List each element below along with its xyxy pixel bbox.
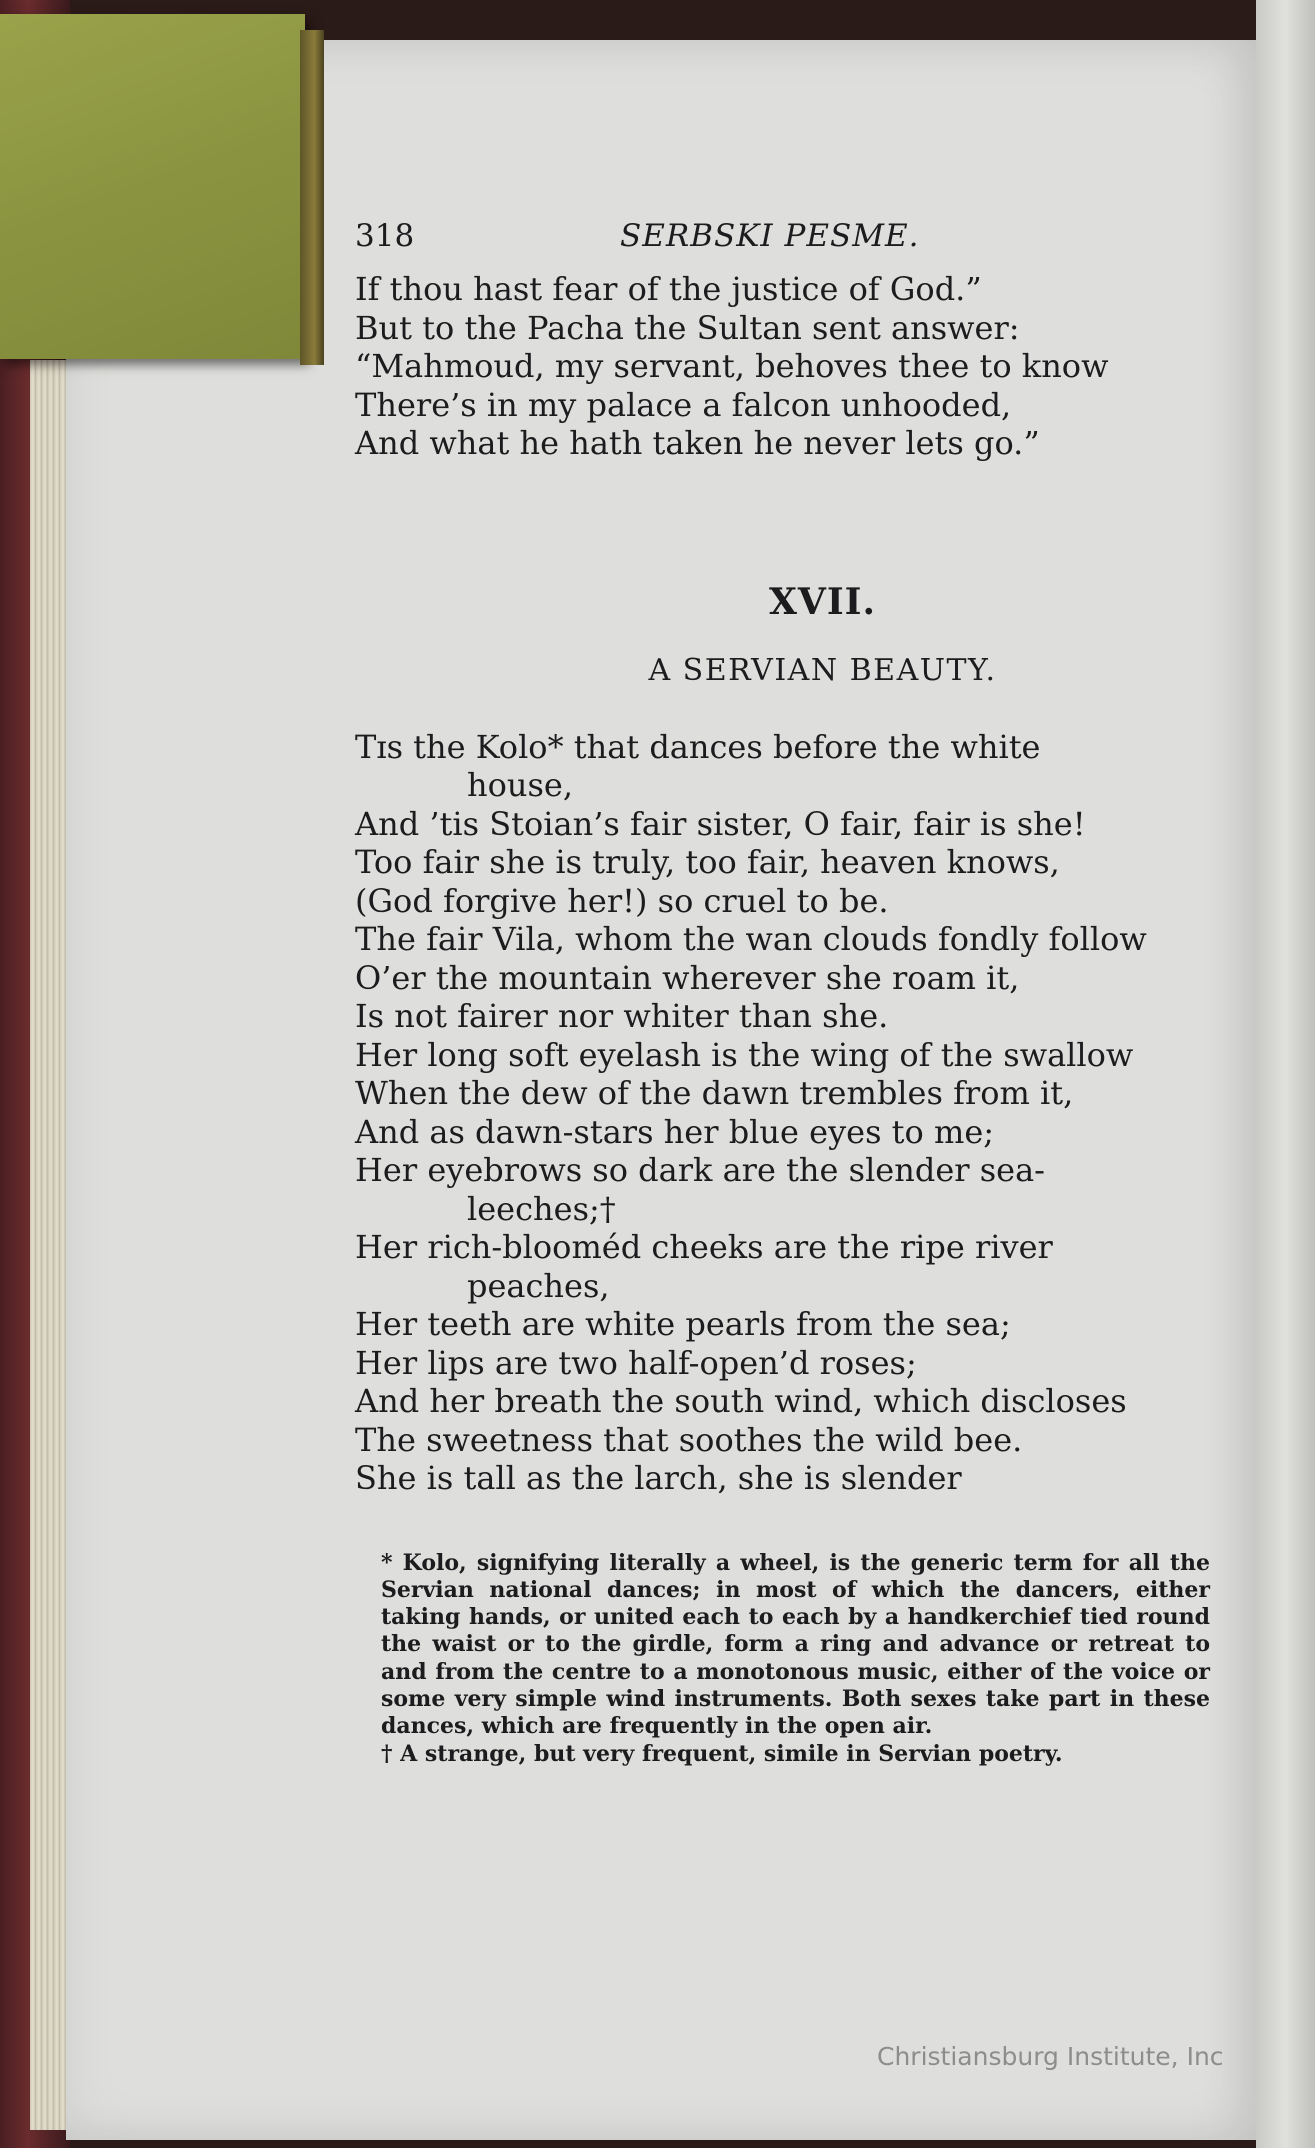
- poem-line: If thou hast fear of the justice of God.”: [355, 270, 982, 308]
- poem-line: Her long soft eyelash is the wing of the swallow: [355, 1035, 1134, 1074]
- poem-line: Her teeth are white pearls from the sea;: [355, 1305, 1011, 1343]
- poem-line: And as dawn-stars her blue eyes to me;: [355, 1112, 995, 1151]
- poem-title: A SERVIAN BEAUTY.: [648, 652, 997, 688]
- green-object: [0, 14, 305, 359]
- poem-line: Her eyebrows so dark are the slender sea-: [355, 1151, 1045, 1189]
- page-header: [355, 210, 1210, 260]
- poem-line: Her rich-blooméd cheeks are the ripe river: [355, 1228, 1053, 1266]
- poem-line: Tɪs the Kolo* that dances before the white: [355, 727, 1041, 766]
- poem-line: “Mahmoud, my servant, behoves thee to know: [355, 347, 1109, 385]
- poem-line: And her breath the south wind, which discloses: [355, 1382, 1127, 1420]
- poem-line: And what he hath taken he never lets go.”: [355, 424, 1040, 462]
- footnote-kolo: * Kolo, signifying literally a wheel, is the generic term for all the Servian national dances; in most of which the dancers, either taking hands, or united each to each by a handkerchief tied round the waist or to the girdle, form a ring and advance or retreat to and from the centre to a monotonous music, either of the voice or some very simple wind instruments. Both sexes take part in these dances, which are frequently in the open air.: [381, 1549, 1210, 1740]
- poem-line: When the dew of the dawn trembles from it,: [355, 1074, 1074, 1112]
- footnote-leeches: † A strange, but very frequent, simile in Servian poetry.: [381, 1740, 1063, 1767]
- poem-line: Is not fairer nor whiter than she.: [355, 997, 889, 1035]
- poem-line: Her lips are two half-open’d roses;: [355, 1343, 917, 1382]
- poem-line-continuation: leeches;†: [467, 1189, 616, 1228]
- poem-line: There’s in my palace a falcon unhooded,: [355, 385, 1012, 424]
- facing-page-edge: [1256, 0, 1315, 2148]
- poem-line: And ’tis Stoian’s fair sister, O fair, fair is she!: [355, 804, 1086, 843]
- section-number: XVII.: [768, 580, 877, 623]
- poem-line-continuation: house,: [467, 766, 574, 804]
- poem-line: (God forgive her!) so cruel to be.: [355, 881, 889, 920]
- poem-line: The sweetness that soothes the wild bee.: [355, 1420, 1023, 1459]
- watermark: Christiansburg Institute, Inc: [877, 2042, 1224, 2071]
- poem-line: The fair Vila, whom the wan clouds fondly follow: [355, 920, 1147, 958]
- page-number: 318: [355, 218, 415, 254]
- poem-line: But to the Pacha the Sultan sent answer:: [355, 308, 1020, 347]
- poem-body: [355, 728, 1210, 1498]
- running-title: SERBSKI PESME.: [620, 218, 920, 254]
- green-object-side: [300, 30, 324, 365]
- previous-poem-ending: [355, 270, 1210, 463]
- poem-line: Too fair she is truly, too fair, heaven knows,: [355, 843, 1060, 881]
- page-content: [355, 210, 1210, 1768]
- poem-line: She is tall as the larch, she is slender: [355, 1459, 962, 1497]
- poem-line-continuation: peaches,: [467, 1266, 610, 1305]
- footnotes: [355, 1550, 1210, 1768]
- poem-line: O’er the mountain wherever she roam it,: [355, 958, 1020, 997]
